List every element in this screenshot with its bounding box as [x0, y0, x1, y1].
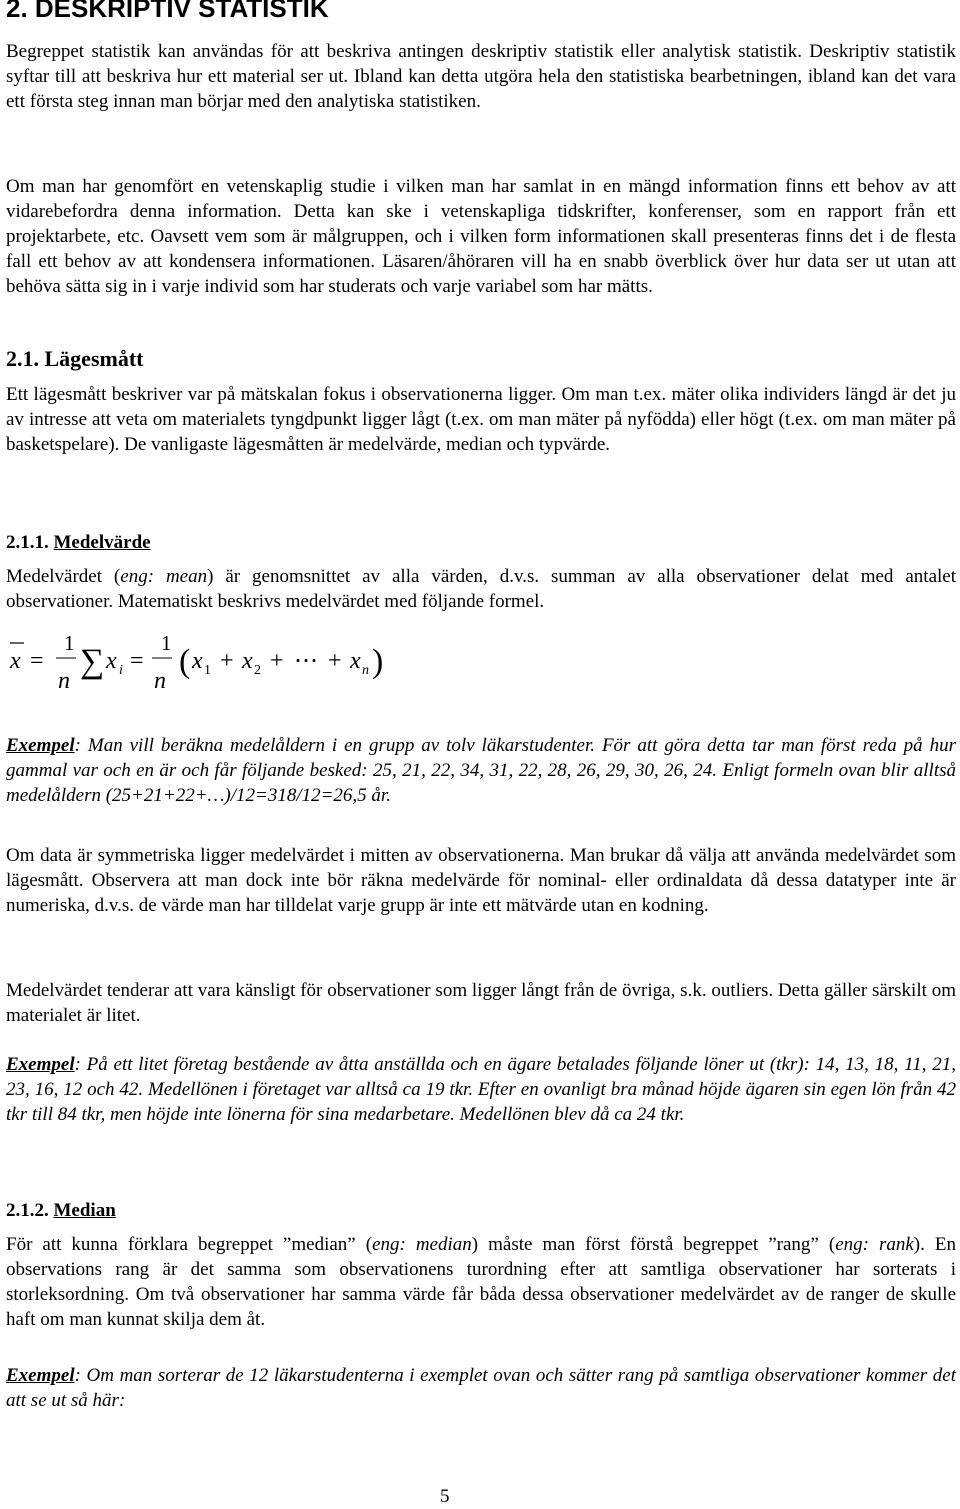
formula-plus1: + [220, 648, 234, 674]
lagesmatt-paragraph: Ett lägesmått beskriver var på mätskalan fokus i observationerna ligger. Om man t.ex. mäter olika individers längd är det ju av intresse att veta om materialets tyngdpunkt ligger lågt (t.ex. om man mäter på nyfödda) eller högt (t.ex. om man mäter på basketspelare). De vanligaste lägesmåtten är medelvärde, median och typvärde. [6, 384, 956, 455]
formula-xi-sub: i [119, 663, 123, 678]
chapter-heading: 2. DESKRIPTIV STATISTIK [6, 0, 329, 23]
page-number: 5 [440, 1486, 450, 1507]
formula-cdots: ⋯ [294, 648, 318, 674]
example-label: Exempel [6, 735, 75, 756]
example-text: : Man vill beräkna medelåldern i en grupp av tolv läkarstudenter. För att göra detta tar man först reda på hur gammal var och en är och får följande besked: 25, 21, 22, 34, 31, 22, 28, 26, 29, 30, 26, 24. Enligt formeln ovan blir alltså medelåldern (25+21+22+…)/12=318/12=26,5 år. [6, 735, 956, 806]
example2-text: : På ett litet företag bestående av åtta anställda och en ägare betalades följande löner ut (tkr): 14, 13, 18, 11, 21, 23, 16, 12 och 42. Medellönen i företaget var alltså ca 19 tkr. Efter en ovanligt bra månad höjde ägaren sin egen lön från 42 tkr till 84 tkr, men höjde inte lönerna för sina medarbetare. Medellönen blev då ca 24 tkr. [6, 1054, 956, 1125]
example3-label: Exempel [6, 1365, 75, 1386]
formula-eq1: = [30, 648, 44, 674]
formula-frac1-num: 1 [64, 631, 75, 655]
formula-sigma: ∑ [80, 643, 105, 680]
intro-paragraph: Begreppet statistik kan användas för att beskriva antingen deskriptiv statistik eller analytisk statistik. Deskriptiv statistik syftar till att beskriva hur ett material ser ut. Ibland kan detta utgöra hela den statistiska bearbetningen, ibland kan det vara ett första steg innan man börjar med den analytiska statistiken. [6, 41, 956, 112]
mean-formula [6, 610, 526, 700]
rank-term: eng: rank [835, 1234, 914, 1255]
purpose-paragraph: Om man har genomfört en vetenskaplig studie i vilken man har samlat in en mängd information finns ett behov av att vidarebefordra denna information. Detta kan ske i vetenskapliga tidskrifter, konferenser, som en rapport från ett projektarbete, etc. Oavsett vem som är målgruppen, och i vilken form informationen skall presenteras finns det i de flesta fall ett behov av att kondensera informationen. Läsaren/åhöraren vill ha en snabb överblick över hur data ser ut utan att behöva sätta sig in i varje individ som har studerats och varje variabel som har mätts. [6, 176, 956, 297]
median-term: eng: median [372, 1234, 472, 1255]
formula-frac2-num: 1 [161, 631, 172, 655]
median-definition [6, 1232, 956, 1332]
example2-label: Exempel [6, 1054, 75, 1075]
example-loner [6, 1052, 956, 1127]
formula-xbar: x [10, 648, 21, 674]
formula-x2: x [242, 648, 253, 674]
formula-eq2: = [130, 648, 144, 674]
formula-frac1-den: n [58, 668, 70, 694]
formula-lparen: ( [179, 643, 191, 680]
formula-plus2: + [270, 648, 284, 674]
definition-term: eng: mean [120, 566, 208, 587]
formula-x1-sub: 1 [204, 663, 211, 678]
formula-x2-sub: 2 [254, 663, 261, 678]
definition-text-b: ) är genomsnittet av alla värden, d.v.s. summan av alla observationer delat med antalet observationer. Matematiskt beskrivs medelvärdet med följande formel. [6, 566, 956, 612]
formula-frac2-den: n [154, 668, 166, 694]
definition-text-a: Medelvärdet ( [6, 566, 121, 587]
median-text-1: För att kunna förklara begreppet ”median” ( [6, 1234, 373, 1255]
subsection2-number: 2.1.2. [6, 1200, 49, 1221]
subsection-number: 2.1.1. [6, 532, 49, 553]
example3-text: : Om man sorterar de 12 läkarstudenterna i exemplet ovan och sätter rang på samtliga observationer kommer det att se ut så här: [6, 1365, 956, 1411]
median-text-2: ) måste man först förstå begreppet ”rang” ( [471, 1234, 836, 1255]
formula-rparen: ) [372, 643, 384, 680]
formula-xn-sub: n [362, 663, 369, 678]
subsection-title: Medelvärde [53, 532, 151, 553]
formula-xn: x [350, 648, 361, 674]
formula-plus3: + [328, 648, 342, 674]
median-text-3: ). En observations rang är det samma som observationens turordning efter att samtliga observationer har sorterats i storleksordning. Om två observationer har samma värde får båda dessa observationer medelvärdet av de ranger de skulle haft om man kunnat skilja dem åt. [6, 1234, 956, 1330]
example-rang [6, 1363, 956, 1413]
medelvarde-definition [6, 564, 956, 614]
outliers-paragraph: Medelvärdet tenderar att vara känsligt för observationer som ligger långt från de övriga, s.k. outliers. Detta gäller särskilt om materialet är litet. [6, 980, 956, 1026]
subsection-heading-median [6, 1198, 116, 1223]
formula-x1: x [192, 648, 203, 674]
symmetric-data-paragraph: Om data är symmetriska ligger medelvärdet i mitten av observationerna. Man brukar då välja att använda medelvärdet som lägesmått. Observera att man dock inte bör räkna medelvärde för nominal- eller ordinaldata då dessa datatyper inte är numeriska, d.v.s. de värde man har tilldelat varje grupp är inte ett mätvärde utan en kodning. [6, 845, 956, 916]
example-medelalder [6, 733, 956, 808]
subsection2-title: Median [53, 1200, 116, 1221]
section-heading-lagesmatt: 2.1. Lägesmått [6, 346, 144, 371]
subsection-heading-medelvarde [6, 530, 151, 555]
formula-xi: x [106, 648, 117, 674]
